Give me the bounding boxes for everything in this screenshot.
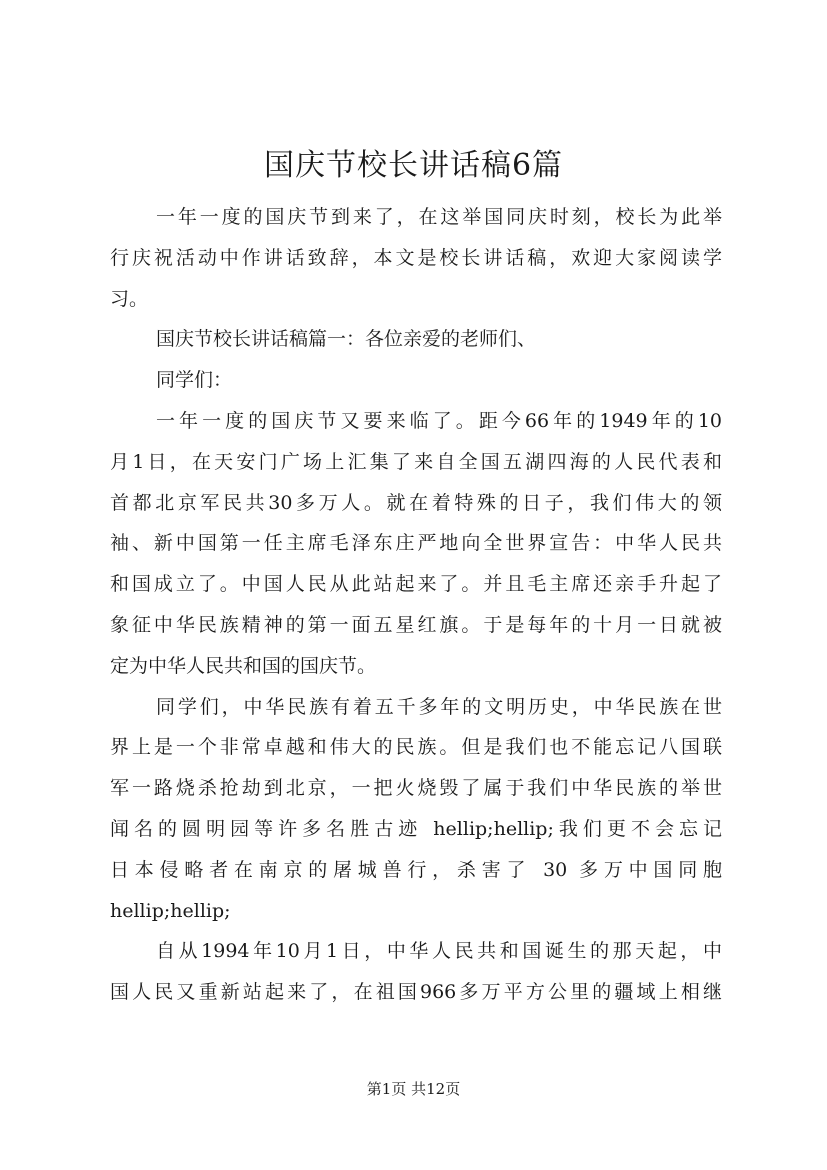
text-line: 同学们： <box>156 369 233 392</box>
text-line: 军一路烧杀抢劫到北京，一把火烧毁了属于我们中华民族的举世 <box>110 777 722 800</box>
text-line: 闻名的圆明园等许多名胜古迹 hellip;hellip;我们更不会忘记 <box>110 817 722 840</box>
text-line: 自从1994年10月1日，中华人民共和国诞生的那天起，中 <box>156 940 722 963</box>
text-line: hellip;hellip; <box>110 899 231 922</box>
text-line: 国庆节校长讲话稿篇一：各位亲爱的老师们、 <box>156 328 537 351</box>
text-line: 一年一度的国庆节又要来临了。距今66年的1949年的10 <box>156 409 722 432</box>
text-line: 首都北京军民共30多万人。就在着特殊的日子，我们伟大的领 <box>110 491 722 514</box>
text-line: 界上是一个非常卓越和伟大的民族。但是我们也不能忘记八国联 <box>110 736 722 759</box>
text-line: 日本侵略者在南京的屠城兽行，杀害了 30 多万中国同胞 <box>110 858 722 881</box>
document-body <box>110 197 722 1013</box>
text-line: 国人民又重新站起来了，在祖国966多万平方公里的疆域上相继 <box>110 981 722 1004</box>
text-line: 象征中华民族精神的第一面五星红旗。于是每年的十月一日就被 <box>110 613 722 636</box>
text-line: 同学们，中华民族有着五千多年的文明历史，中华民族在世 <box>156 695 722 718</box>
text-line: 和国成立了。中国人民从此站起来了。并且毛主席还亲手升起了 <box>110 573 722 596</box>
text-line: 月1日，在天安门广场上汇集了来自全国五湖四海的人民代表和 <box>110 450 722 473</box>
document-title: 国庆节校长讲话稿6篇 <box>263 148 564 183</box>
text-line: 行庆祝活动中作讲话致辞，本文是校长讲话稿，欢迎大家阅读学 <box>110 246 722 269</box>
text-line: 袖、新中国第一任主席毛泽东庄严地向全世界宣告：中华人民共 <box>110 532 722 555</box>
text-line: 一年一度的国庆节到来了，在这举国同庆时刻，校长为此举 <box>156 206 722 228</box>
page-footer: 第1页 共12页 <box>366 1080 461 1098</box>
text-line: 习。 <box>110 287 149 310</box>
text-line: 定为中华人民共和国的国庆节。 <box>110 654 377 677</box>
